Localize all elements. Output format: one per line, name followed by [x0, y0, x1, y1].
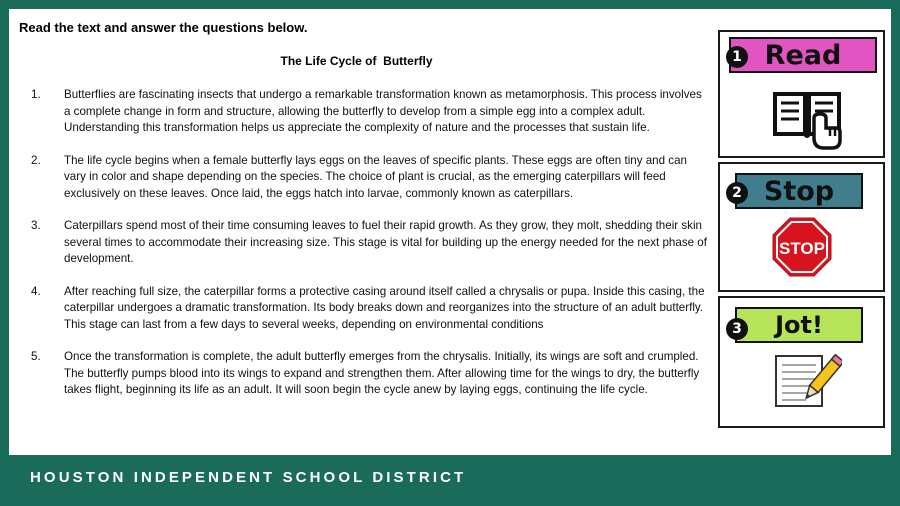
stop-step-panel — [718, 162, 885, 292]
paragraph-number: 2. — [31, 153, 41, 167]
paragraph-3 — [9, 218, 709, 268]
paragraph-1 — [9, 87, 709, 137]
notepad-pencil-icon — [772, 352, 842, 410]
paragraph-number: 1. — [31, 88, 41, 101]
paragraph-2 — [9, 153, 709, 203]
read-label: Read — [729, 37, 877, 73]
paragraph-text: Butterflies are fascinating insects that undergo a remarkable transformation known as metamorphosis. This process involves a complete change in form and structure, allowing the butterfly to develop from a simple egg into a complex adult. Understanding this transformation helps us appreciate the complexity of nature and the processes that sustain life. — [64, 88, 702, 134]
stop-sign-text: STOP — [779, 239, 825, 258]
instruction-text: Read the text and answer the questions below. — [19, 20, 308, 35]
jot-step-panel — [718, 296, 885, 428]
stop-label: Stop — [735, 173, 863, 209]
step-number-badge: 2 — [726, 182, 748, 204]
district-name: HOUSTON INDEPENDENT SCHOOL DISTRICT — [30, 469, 467, 486]
paragraph-text: The life cycle begins when a female butterfly lays eggs on the leaves of specific plants. These eggs are often tiny and can vary in color and shape depending on the species. The choice of plant is crucial, as the emerging caterpillars will feed exclusively on these leaves. Once laid, the eggs hatch into larvae, commonly known as caterpillars. — [64, 153, 687, 200]
stop-sign-icon — [772, 217, 832, 277]
paragraph-number: 3. — [31, 219, 41, 232]
paragraph-text: Caterpillars spend most of their time consuming leaves to fuel their rapid growth. As they grow, they molt, shedding their skin several times to accommodate their increasing size. This stage is vital for building up the energy needed for the next phase of development. — [64, 219, 707, 265]
passage-paragraphs — [9, 87, 709, 415]
read-step-panel — [718, 30, 885, 158]
paragraph-text: After reaching full size, the caterpillar forms a protective casing around itself called a chrysalis or pupa. Inside this casing, the caterpillar undergoes a dramatic transformation. Its body breaks down and reorganizes into the structure of an adult butterfly. This stage can last from a few days to several weeks, depending on environmental conditions — [64, 284, 705, 331]
paragraph-5 — [9, 349, 709, 399]
paragraph-4 — [9, 284, 709, 334]
paragraph-number: 5. — [31, 350, 41, 363]
step-number-badge: 1 — [726, 46, 748, 68]
passage-title: The Life Cycle of Butterfly — [280, 54, 433, 68]
paragraph-number: 4. — [31, 284, 41, 298]
book-pointing-hand-icon — [772, 86, 842, 150]
jot-label: Jot! — [735, 307, 863, 343]
step-number-badge: 3 — [726, 318, 748, 340]
paragraph-text: Once the transformation is complete, the adult butterfly emerges from the chrysalis. Initially, its wings are soft and crumpled. The butterfly pumps blood into its wings to expand and strengthen them. After allowing time for the wings to dry, the butterfly takes flight, beginning its life as an adult. It will soon begin the cycle anew by laying eggs, continuing the life cycle. — [64, 350, 700, 396]
slide-content — [9, 9, 891, 455]
